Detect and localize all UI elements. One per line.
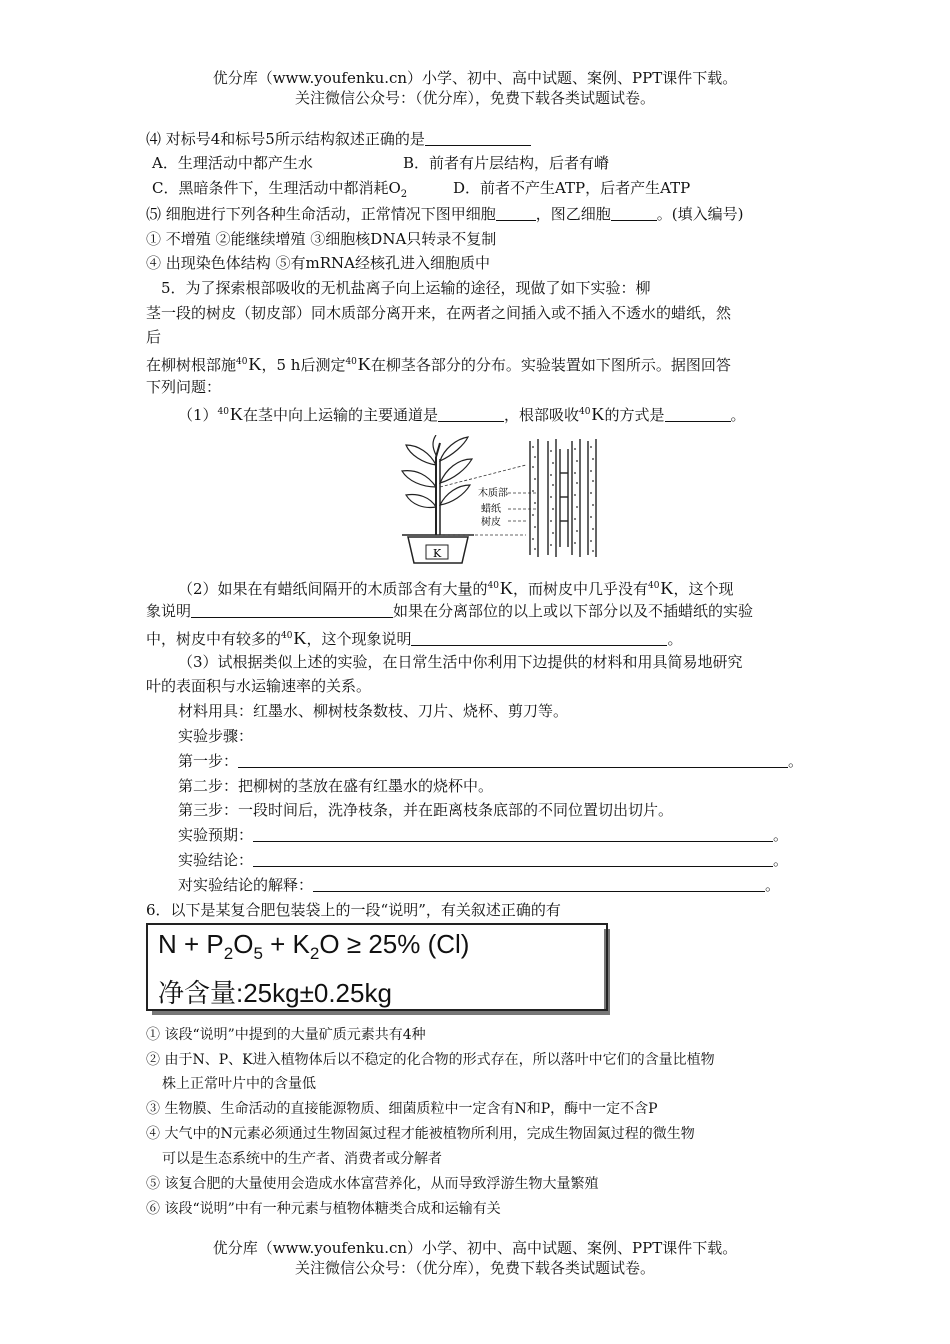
q6-item: ④ 大气中的N元素必须通过生物固氮过程才能被植物所利用，完成生物固氮过程的微生物 — [146, 1126, 695, 1142]
pot-label: K — [433, 547, 442, 560]
plant-experiment-diagram — [398, 435, 608, 573]
q4-stem: ⑷ 对标号4和标号5所示结构叙述正确的是 — [146, 129, 531, 149]
q5sub-options-row2: ④ 出现染色体结构 ⑤有mRNA经核孔进入细胞质中 — [146, 254, 491, 272]
q5-materials: 材料用具：红墨水、柳树枝条数枝、刀片、烧杯、剪刀等。 — [178, 702, 569, 720]
q5-step3: 第三步：一段时间后，洗净枝条，并在距离枝条底部的不同位置切出切片。 — [178, 801, 674, 819]
q5-part3-line2: 叶的表面积与水运输速率的关系。 — [146, 677, 372, 695]
label-bark: 树皮 — [481, 517, 501, 528]
answer-blank[interactable] — [611, 205, 657, 221]
q6-item: ③ 生物膜、生命活动的直接能源物质、细菌质粒中一定含有N和P，酶中一定不含P — [146, 1101, 658, 1117]
label-wax-paper: 蜡纸 — [481, 504, 501, 515]
answer-blank[interactable] — [313, 876, 765, 892]
q4-option-b: B．前者有片层结构，后者有嵴 — [403, 154, 610, 172]
answer-blank[interactable] — [438, 406, 504, 422]
answer-blank[interactable] — [253, 826, 773, 842]
q5-line-5: 下列问题： — [146, 378, 222, 396]
q5-steps-label: 实验步骤： — [178, 727, 254, 745]
fertilizer-net-weight: 净含量:25kg±0.25kg — [158, 978, 392, 1008]
q5-explanation: 对实验结论的解释： 。 — [178, 876, 781, 894]
q5-line-3: 后 — [146, 328, 162, 346]
q6-item: ① 该段“说明”中提到的大量矿质元素共有4种 — [146, 1027, 426, 1043]
answer-blank[interactable] — [191, 602, 393, 618]
q5-part2-line2: 象说明 如果在分离部位的以上或以下部分以及不插蜡纸的实验 — [146, 602, 754, 620]
answer-blank[interactable] — [425, 130, 531, 146]
q5sub-stem: ⑸ 细胞进行下列各种生命活动，正常情况下图甲细胞 ，图乙细胞 。(填入编号) — [146, 205, 744, 223]
header-line-1: 优分库（www.youfenku.cn）小学、初中、高中试题、案例、PPT课件下载。 — [212, 69, 738, 87]
q5-part2-line3: 中，树皮中有较多的$^{40}$K，这个现象说明 。 — [146, 628, 683, 648]
q6-item: ⑥ 该段“说明”中有一种元素与植物体糖类合成和运输有关 — [146, 1201, 501, 1217]
stem-cross-section — [530, 439, 596, 557]
q5-line-1: 5．为了探索根部吸收的无机盐离子向上运输的途径，现做了如下实验：柳 — [161, 279, 651, 297]
q4-option-d: D．前者不产生ATP，后者产生ATP — [453, 179, 691, 197]
answer-blank[interactable] — [496, 205, 536, 221]
q5-part3-line1: （3）试根据类似上述的实验，在日常生活中你利用下边提供的材料和用具简易地研究 — [178, 653, 743, 671]
q6-item: 可以是生态系统中的生产者、消费者或分解者 — [162, 1151, 442, 1167]
answer-blank[interactable] — [238, 752, 788, 768]
footer-line-1: 优分库（www.youfenku.cn）小学、初中、高中试题、案例、PPT课件下载。 — [212, 1239, 738, 1257]
label-xylem: 木质部 — [478, 488, 508, 499]
answer-blank[interactable] — [665, 406, 731, 422]
answer-blank[interactable] — [253, 851, 773, 867]
footer-line-2: 关注微信公众号：（优分库），免费下载各类试题试卷。 — [294, 1259, 655, 1277]
q6-item: 株上正常叶片中的含量低 — [162, 1076, 316, 1092]
q4-option-a: A．生理活动中都产生水 — [152, 154, 313, 172]
q5-part1: $(1)^{40}K$在茎中向上运输的主要通道是 ，根部吸收$^{40}$K的方式是 。 — [178, 404, 746, 424]
q6-item: ② 由于N、P、K进入植物体后以不稳定的化合物的形式存在，所以落叶中它们的含量比植物 — [146, 1052, 715, 1068]
q6-stem: 6．以下是某复合肥包装袋上的一段“说明”，有关叙述正确的有 — [146, 901, 561, 919]
q5-line-4: 在柳树根部施$^{40}$K，5 h后测定$^{40}$K在柳茎各部分的分布。实验装置如下图所示。据图回答 — [146, 354, 731, 374]
q5-step1: 第一步： 。 — [178, 752, 804, 770]
header-line-2: 关注微信公众号：（优分库），免费下载各类试题试卷。 — [294, 89, 655, 107]
q5-step2: 第二步：把柳树的茎放在盛有红墨水的烧杯中。 — [178, 777, 494, 795]
q5-part2-line1: （2）如果在有蜡纸间隔开的木质部含有大量的$^{40}$K，而树皮中几乎没有$^{40}$K，这个现 — [178, 578, 734, 598]
stem-dots — [532, 446, 594, 552]
q5-prediction: 实验预期： 。 — [178, 826, 789, 844]
q4-option-c: C．黑暗条件下，生理活动中都消耗$O_2$ — [152, 179, 408, 200]
q5sub-options-row1: ① 不增殖 ②能继续增殖 ③细胞核DNA只转录不复制 — [146, 230, 497, 248]
q5-line-2: 茎一段的树皮（韧皮部）同木质部分离开来，在两者之间插入或不插入不透水的蜡纸，然 — [146, 304, 732, 322]
fertilizer-label-box — [146, 923, 608, 1011]
q6-item: ⑤ 该复合肥的大量使用会造成水体富营养化，从而导致浮游生物大量繁殖 — [146, 1176, 599, 1192]
fertilizer-formula: $N + P_2O_5 + K_2O \ge 25\%$ (Cl) — [158, 929, 470, 964]
q5-conclusion: 实验结论： 。 — [178, 851, 789, 869]
answer-blank[interactable] — [411, 630, 667, 646]
